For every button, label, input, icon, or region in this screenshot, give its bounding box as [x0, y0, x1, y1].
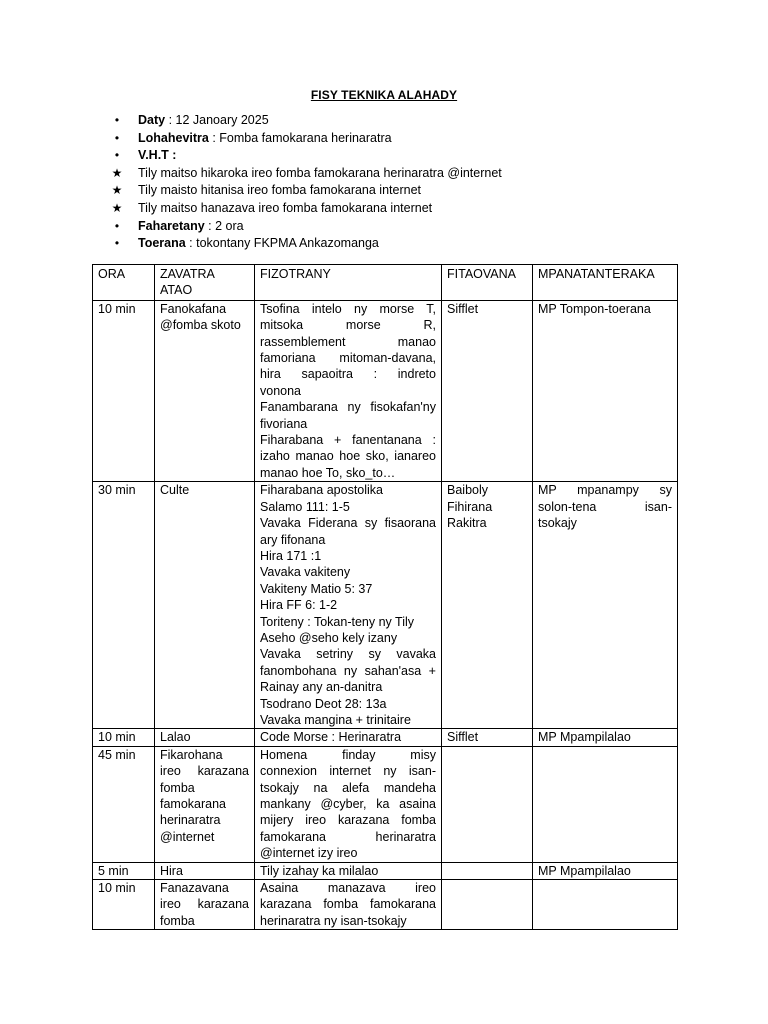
cell-zavatra-atao [155, 729, 255, 746]
cell-line: Hira [160, 863, 183, 878]
cell-line: Fiharabana + fanentanana : [260, 433, 436, 448]
cell-line: Rakitra [447, 516, 487, 531]
table-header-row [93, 265, 678, 301]
info-label: Lohahevitra [138, 130, 209, 145]
info-value: tokontany FKPMA Ankazomanga [196, 236, 379, 251]
cell-line: ireo karazana [160, 897, 249, 912]
cell-mpanatanteraka [533, 300, 678, 481]
cell-line: famokarana [160, 797, 227, 811]
cell-line: Code Morse : Herinaratra [260, 730, 402, 745]
cell-fitaovana [442, 880, 533, 930]
table-row [93, 729, 678, 746]
star-bullet-icon: ★ [111, 200, 123, 215]
cell-line: karazana fomba famokarana [260, 897, 436, 912]
info-value: 12 Janoary 2025 [175, 113, 269, 127]
table-row [93, 482, 678, 729]
cell-line: izaho manao hoe sko, ianareo [260, 449, 436, 464]
cell-line: Sifflet [447, 301, 479, 316]
cell-line: Hira 171 :1 [260, 548, 322, 563]
cell-ora: 10 min [93, 300, 155, 481]
cell-line: fomba [160, 913, 195, 928]
cell-mpanatanteraka [533, 482, 678, 729]
bullet-icon: • [114, 236, 120, 251]
info-separator: : [165, 113, 176, 127]
header-zavatra-atao: ZAVATRA ATAO [155, 265, 255, 301]
cell-line: Rainay any an-danitra [260, 680, 383, 695]
cell-fizotrany [255, 300, 442, 481]
cell-line: ary fifonana [260, 532, 326, 547]
cell-line: @fomba skoto [160, 318, 241, 333]
cell-mpanatanteraka [533, 880, 678, 930]
cell-ora: 10 min [93, 729, 155, 746]
cell-line: fomba [160, 780, 195, 795]
info-separator: : [208, 130, 220, 145]
cell-line: Fiharabana apostolika [260, 483, 383, 498]
cell-line: Toriteny : Tokan-teny ny Tily [260, 614, 415, 629]
cell-ora: 30 min [93, 482, 155, 729]
cell-line: Sifflet [447, 730, 479, 745]
cell-fizotrany [255, 746, 442, 862]
cell-line: MP Tompon-toerana [538, 301, 651, 316]
info-label: V.H.T : [138, 148, 177, 163]
cell-zavatra-atao [155, 300, 255, 481]
table-row [93, 746, 678, 862]
cell-mpanatanteraka [533, 746, 678, 862]
schedule-table [92, 264, 678, 930]
cell-line: fanombohana ny sahan'asa + [260, 663, 436, 678]
info-item [111, 112, 671, 130]
cell-fitaovana [442, 300, 533, 481]
cell-mpanatanteraka [533, 729, 678, 746]
cell-line: MP mpanampy sy [538, 483, 672, 498]
cell-line: Asaina manazava ireo [260, 881, 436, 896]
cell-line: fivoriana [260, 416, 308, 431]
cell-fitaovana [442, 482, 533, 729]
bullet-icon: • [114, 218, 120, 233]
cell-line: Homena finday misy [260, 747, 436, 762]
cell-line: Lalao [160, 730, 191, 745]
info-separator: : [185, 236, 197, 251]
cell-fitaovana [442, 862, 533, 879]
table-row [93, 862, 678, 879]
cell-line: Tsodrano Deot 28: 13a [260, 696, 387, 711]
cell-line: solon-tena isan- [538, 499, 672, 514]
info-label: Faharetany [138, 218, 205, 233]
bullet-icon: • [114, 148, 120, 163]
info-item [111, 182, 671, 200]
cell-line: herinaratra [160, 813, 221, 828]
document-title: FISY TEKNIKA ALAHADY [310, 88, 458, 102]
table-row [93, 880, 678, 930]
info-item [111, 218, 671, 236]
cell-line: Fanambarana ny fisokafan'ny [260, 400, 436, 415]
cell-line: MP Mpampilalao [538, 863, 631, 878]
cell-line: vonona [260, 383, 302, 398]
cell-mpanatanteraka [533, 862, 678, 879]
bullet-icon: • [114, 130, 120, 145]
info-value: Tily maisto hitanisa ireo fomba famokarana internet [138, 183, 422, 198]
cell-line: Vakiteny Matio 5: 37 [260, 581, 373, 596]
table-row [93, 300, 678, 481]
cell-line: Aseho @seho kely izany [260, 630, 398, 645]
info-item [111, 130, 671, 148]
cell-line: Salamo 111: 1-5 [260, 499, 350, 514]
cell-line: connexion internet ny isan- [260, 764, 436, 779]
cell-fizotrany [255, 880, 442, 930]
cell-line: Baiboly [447, 483, 488, 498]
info-value: Fomba famokarana herinaratra [219, 130, 392, 145]
cell-line: Fanazavana [160, 881, 229, 896]
info-value: Tily maitso hikaroka ireo fomba famokarana herinaratra @internet [138, 165, 502, 180]
cell-line: Vavaka Fiderana sy fisaorana [260, 516, 436, 531]
info-item [111, 147, 671, 165]
header-fitaovana: FITAOVANA [442, 265, 533, 301]
cell-fizotrany [255, 862, 442, 879]
cell-ora: 10 min [93, 880, 155, 930]
star-bullet-icon: ★ [111, 183, 123, 198]
cell-line: mankany @cyber, ka asaina [260, 797, 436, 811]
header-fizotrany: FIZOTRANY [255, 265, 442, 301]
cell-ora: 5 min [93, 862, 155, 879]
cell-line: manao hoe To, sko_to… [260, 465, 396, 480]
cell-line: Vavaka setriny sy vavaka [260, 647, 436, 662]
cell-fizotrany [255, 729, 442, 746]
info-value: Tily maitso hanazava ireo fomba famokarana internet [138, 200, 433, 215]
info-item [111, 200, 671, 218]
cell-line: Fanokafana [160, 301, 227, 316]
cell-line: Fihirana [447, 499, 493, 514]
cell-line: Culte [160, 483, 190, 498]
cell-line: rassemblement manao [260, 334, 436, 349]
cell-line: @internet izy ireo [260, 846, 358, 861]
cell-line: @internet [160, 829, 215, 844]
cell-line: Hira FF 6: 1-2 [260, 598, 338, 613]
cell-line: famoriana mitoman-davana, [260, 351, 436, 366]
cell-line: MP Mpampilalao [538, 730, 631, 745]
cell-line: herinaratra ny isan-tsokajy [260, 913, 407, 928]
cell-line: tsokajy [538, 516, 577, 531]
info-item [111, 235, 671, 253]
cell-zavatra-atao [155, 746, 255, 862]
cell-fizotrany [255, 482, 442, 729]
cell-zavatra-atao [155, 880, 255, 930]
cell-fitaovana [442, 729, 533, 746]
info-separator: : [204, 218, 216, 233]
cell-zavatra-atao [155, 862, 255, 879]
cell-line: mitsoka morse R, [260, 318, 436, 333]
cell-zavatra-atao [155, 482, 255, 729]
cell-line: hira sapaoitra : indreto [260, 367, 436, 382]
cell-line: mijery ireo karazana fomba [260, 813, 436, 828]
cell-line: Vavaka mangina + trinitaire [260, 712, 411, 727]
info-item [111, 165, 671, 183]
info-label: Toerana [138, 236, 186, 251]
header-ora: ORA [93, 265, 155, 301]
bullet-icon: • [114, 113, 120, 127]
cell-ora: 45 min [93, 746, 155, 862]
cell-line: Tily izahay ka milalao [260, 863, 379, 878]
star-bullet-icon: ★ [111, 165, 123, 180]
cell-line: Tsofina intelo ny morse T, [260, 301, 436, 316]
info-label: Daty [138, 113, 166, 127]
cell-line: tsokajy na alefa mandeha [260, 780, 436, 795]
info-value: 2 ora [215, 218, 244, 233]
header-mpanatanteraka: MPANATANTERAKA [533, 265, 678, 301]
cell-line: famokarana herinaratra [260, 829, 436, 844]
cell-line: ireo karazana [160, 764, 249, 779]
info-list [111, 112, 671, 253]
cell-line: Fikarohana [160, 747, 223, 762]
cell-fitaovana [442, 746, 533, 862]
cell-line: Vavaka vakiteny [260, 565, 351, 580]
